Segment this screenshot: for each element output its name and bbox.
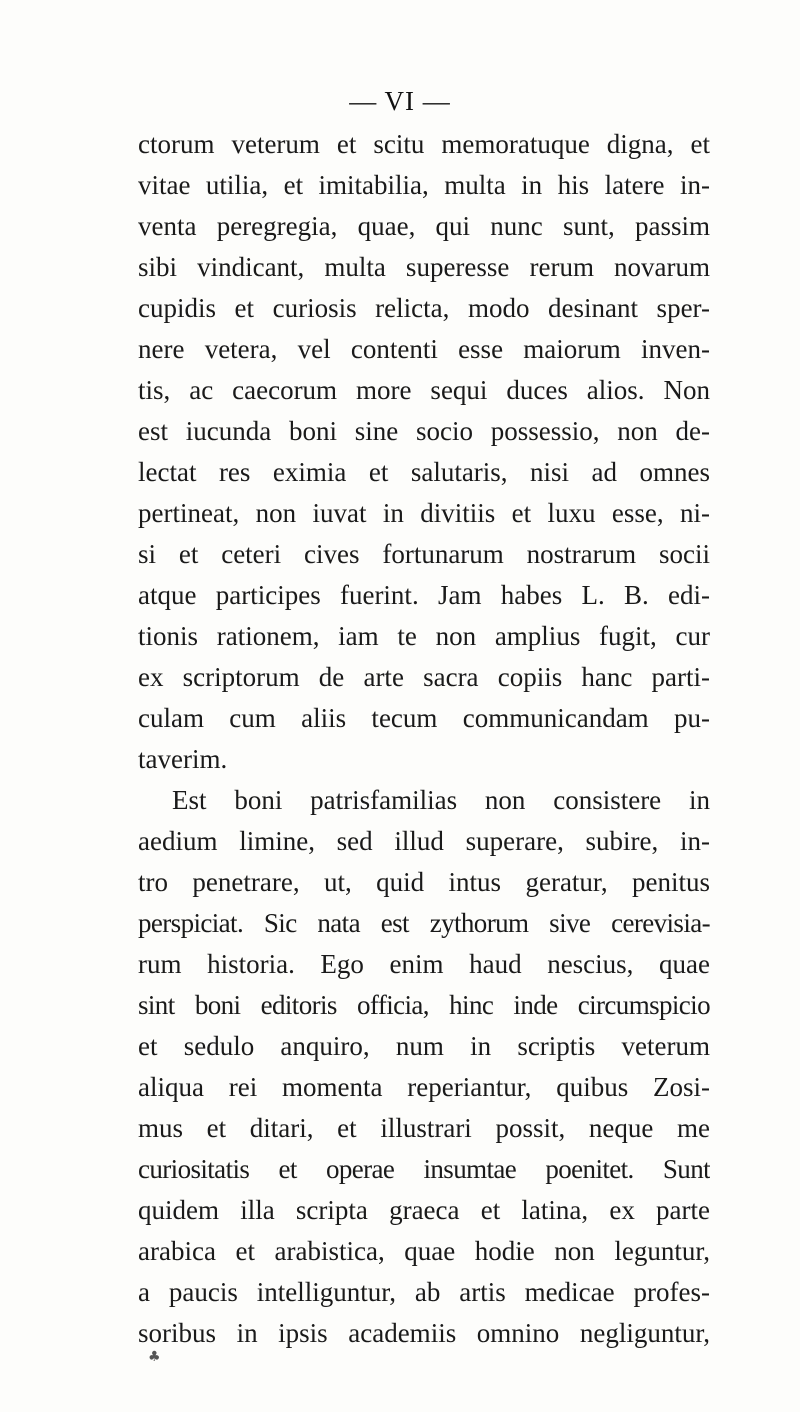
text-line: aedium limine, sed illud superare, subire, in- — [138, 826, 710, 856]
text-line: est iucunda boni sine socio possessio, non de- — [138, 416, 710, 446]
text-line: venta peregregia, quae, qui nunc sunt, passim — [138, 211, 710, 241]
text-line: sibi vindicant, multa superesse rerum novarum — [138, 252, 710, 282]
text-line: rum historia. Ego enim haud nescius, quae — [138, 949, 710, 979]
text-line: arabica et arabistica, quae hodie non leguntur, — [138, 1236, 710, 1266]
text-line: curiositatis et operae insumtae poenitet. Sunt — [138, 1154, 710, 1184]
text-line: si et ceteri cives fortunarum nostrarum socii — [138, 539, 710, 569]
text-line: pertineat, non iuvat in divitiis et luxu esse, ni- — [138, 498, 710, 528]
page-number-header: — VI — — [349, 86, 451, 116]
text-line: mus et ditari, et illustrari possit, neque me — [138, 1113, 710, 1143]
text-line: perspiciat. Sic nata est zythorum sive cerevisia- — [138, 908, 710, 938]
text-line: tro penetrare, ut, quid intus geratur, penitus — [138, 867, 710, 897]
text-line: tionis rationem, iam te non amplius fugit, cur — [138, 621, 710, 651]
text-line: taverim. — [138, 744, 228, 774]
text-line: vitae utilia, et imitabilia, multa in his latere in- — [138, 170, 710, 200]
text-line: lectat res eximia et salutaris, nisi ad omnes — [138, 457, 710, 487]
text-line-paragraph-start: Est boni patrisfamilias non consistere in — [172, 785, 710, 815]
text-line: ctorum veterum et scitu memoratuque digna, et — [138, 129, 710, 159]
body-text — [138, 124, 710, 1354]
text-line: soribus in ipsis academiis omnino negliguntur, — [138, 1318, 710, 1348]
text-line: ex scriptorum de arte sacra copiis hanc parti- — [138, 662, 710, 692]
text-line: quidem illa scripta graeca et latina, ex parte — [138, 1195, 710, 1225]
text-line: cupidis et curiosis relicta, modo desinant sper- — [138, 293, 710, 323]
text-line: tis, ac caecorum more sequi duces alios. Non — [138, 375, 710, 405]
printer-mark: ♣ — [148, 1349, 161, 1365]
text-line: culam cum aliis tecum communicandam pu- — [138, 703, 710, 733]
text-line: et sedulo anquiro, num in scriptis veterum — [138, 1031, 710, 1061]
text-line: aliqua rei momenta reperiantur, quibus Zosi- — [138, 1072, 710, 1102]
text-line: nere vetera, vel contenti esse maiorum inven- — [138, 334, 710, 364]
text-line: a paucis intelliguntur, ab artis medicae profes- — [138, 1277, 710, 1307]
text-line: atque participes fuerint. Jam habes L. B. edi- — [138, 580, 710, 610]
text-line: sint boni editoris officia, hinc inde circumspicio — [138, 990, 710, 1020]
